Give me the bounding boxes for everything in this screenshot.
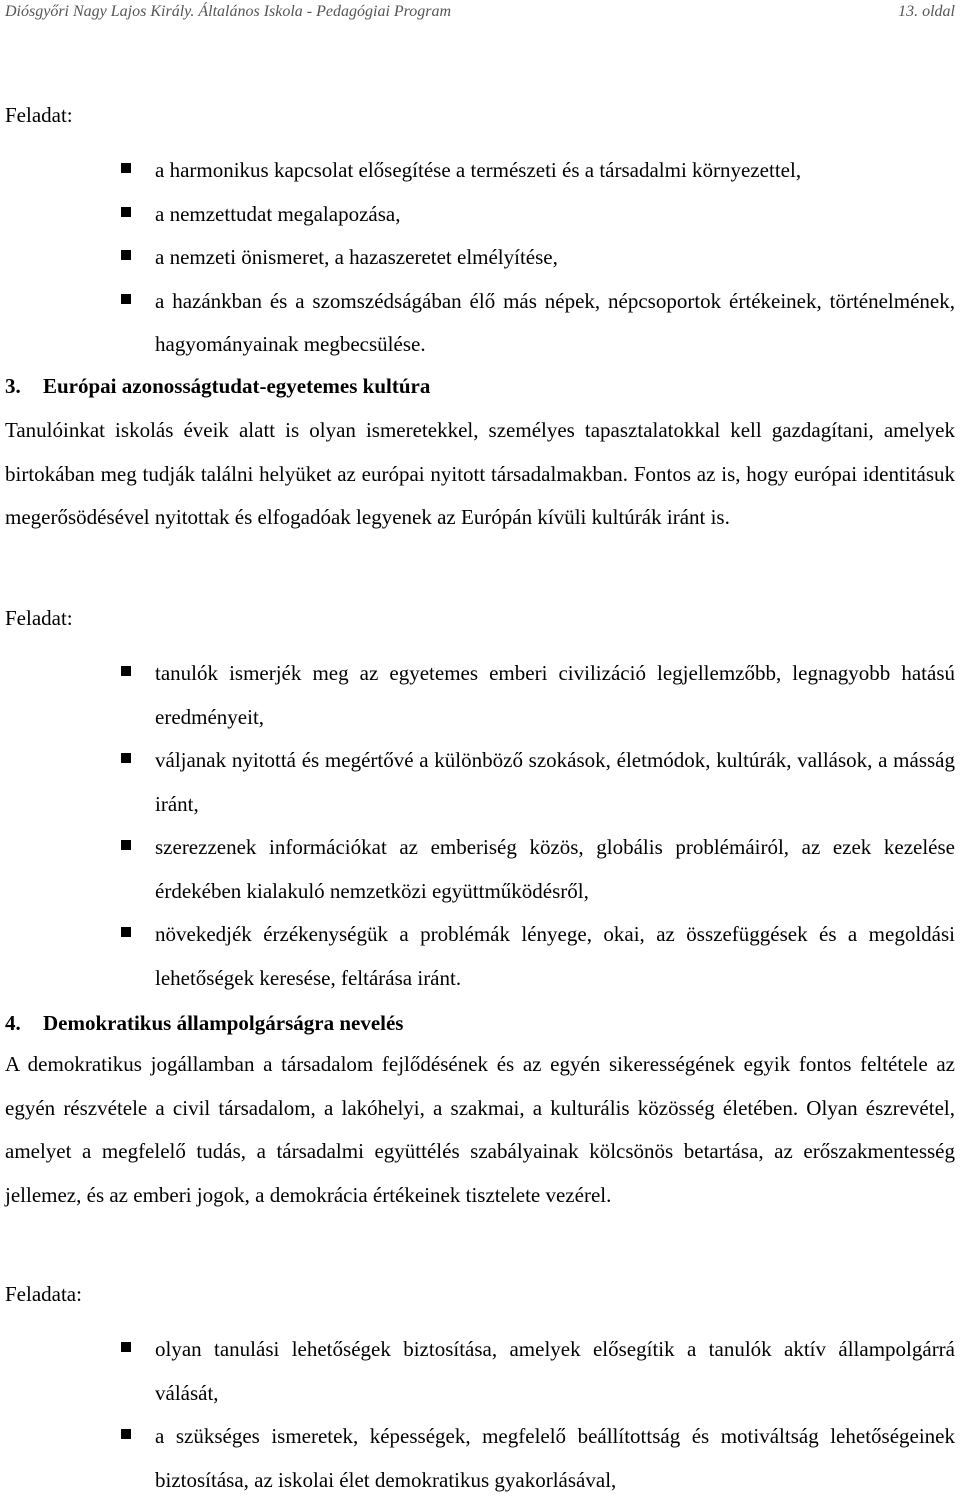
bullet-list-3 [0, 652, 960, 1000]
list-item: tanulók ismerjék meg az egyetemes emberi civilizáció legjellemzőbb, legnagyobb hatású eredményeit, [0, 652, 960, 739]
square-bullet-icon [121, 1342, 131, 1352]
square-bullet-icon [121, 1429, 131, 1439]
square-bullet-icon [121, 666, 131, 676]
list-item: szerezzenek információkat az emberiség közös, globális problémáiról, az ezek kezelése érdekében kialakuló nemzetközi együttműködésről, [0, 826, 960, 913]
list-item: váljanak nyitottá és megértővé a különböző szokások, életmódok, kultúrák, vallások, a másság iránt, [0, 739, 960, 826]
section-number: 4. [5, 1011, 21, 1035]
task-label-3: Feladat: [5, 606, 73, 630]
section-4-heading [5, 1010, 403, 1036]
document-title: Diósgyőri Nagy Lajos Király. Általános Iskola - Pedagógiai Program [5, 3, 452, 20]
bullet-list-4 [0, 1328, 960, 1502]
list-item: a nemzeti önismeret, a hazaszeretet elmélyítése, [0, 236, 960, 280]
section-title: Európai azonosságtudat-egyetemes kultúra [43, 374, 431, 398]
section-title: Demokratikus állampolgárságra nevelés [43, 1011, 404, 1035]
section-3-heading [5, 373, 430, 399]
bullet-list-prev [0, 149, 960, 367]
task-label-4: Feladata: [5, 1282, 82, 1306]
page-number: 13. oldal [898, 3, 955, 20]
square-bullet-icon [121, 294, 131, 304]
list-item: a szükséges ismeretek, képességek, megfelelő beállítottság és motiváltság lehetőségeinek biztosítása, az iskolai élet demokratikus gyakorlásával, [0, 1415, 960, 1502]
square-bullet-icon [121, 840, 131, 850]
list-item: a harmonikus kapcsolat elősegítése a természeti és a társadalmi környezettel, [0, 149, 960, 193]
list-item: olyan tanulási lehetőségek biztosítása, amelyek elősegítik a tanulók aktív állampolgárrá válását, [0, 1328, 960, 1415]
list-item: a hazánkban és a szomszédságában élő más népek, népcsoportok értékeinek, történelmének, hagyományainak megbecsülése. [0, 280, 960, 367]
square-bullet-icon [121, 250, 131, 260]
square-bullet-icon [121, 163, 131, 173]
list-item: a nemzettudat megalapozása, [0, 193, 960, 237]
section-4-paragraph: A demokratikus jogállamban a társadalom fejlődésének és az egyén sikerességének egyik fontos feltétele az egyén részvétele a civil társadalom, a lakóhelyi, a szakmai, a kulturális közösség életében. Olyan észrevétel, amelyet a megfelelő tudás, a társadalmi együttélés szabályainak kölcsönös betartása, az erőszakmentesség jellemez, és az emberi jogok, a demokrácia értékeinek tisztelete vezérel. [5, 1052, 955, 1207]
square-bullet-icon [121, 927, 131, 937]
square-bullet-icon [121, 753, 131, 763]
task-label-prev: Feladat: [5, 103, 73, 127]
square-bullet-icon [121, 207, 131, 217]
section-3-paragraph: Tanulóinkat iskolás éveik alatt is olyan ismeretekkel, személyes tapasztalatokkal kell gazdagítani, amelyek birtokában meg tudják találni helyüket az európai nyitott társadalmakban. Fontos az is, hogy európai identitásuk megerősödésével nyitottak és elfogadóak legyenek az Európán kívüli kultúrák iránt is. [5, 418, 955, 529]
section-number: 3. [5, 374, 21, 398]
list-item: növekedjék érzékenységük a problémák lényege, okai, az összefüggések és a megoldási lehetőségek keresése, feltárása iránt. [0, 913, 960, 1000]
